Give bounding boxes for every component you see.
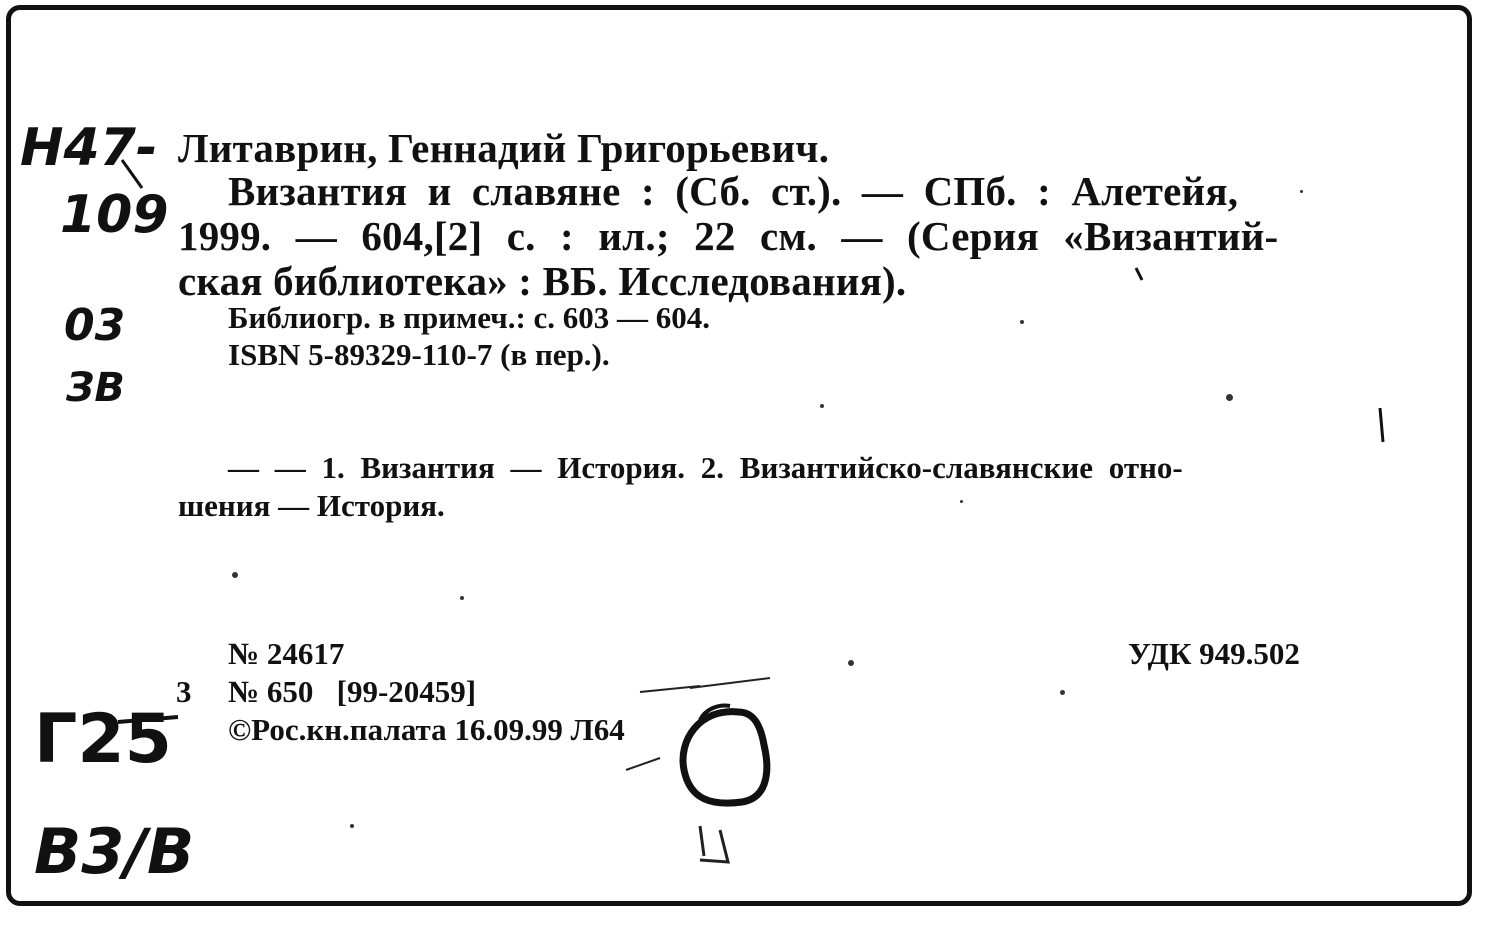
title-line: Византия и славяне : (Сб. ст.). — СПб. : Алетейя, [228,168,1239,214]
subject-line: — — 1. Византия — История. 2. Византийско-славянские отно- [228,450,1183,485]
title-line: ская библиотека» : ВБ. Исследования). [178,258,907,304]
handwritten-mark-v3v: В3/В [34,815,195,888]
handwritten-call-number-2: 109 [60,185,169,245]
handwritten-mark-03: 03 [64,300,126,351]
copyright-line: ©Рос.кн.палата 16.09.99 Л64 [228,712,625,747]
registration-number: № 650 [99-20459] [228,674,477,709]
subject-line: шения — История. [178,488,445,523]
prefix-number: 3 [176,674,192,709]
isbn-note: ISBN 5-89329-110-7 (в пер.). [228,337,610,372]
handwritten-call-number: Н47- [20,118,158,178]
handwritten-mark-g25: Г25 [34,700,172,779]
handwritten-mark-3b: ЗВ [66,365,125,411]
card-number: № 24617 [228,636,345,671]
author-heading: Литаврин, Геннадий Григорьевич. [178,125,830,171]
ink-blot-outline [683,712,767,803]
udk-code: УДК 949.502 [1128,636,1300,671]
title-line: 1999. — 604,[2] с. : ил.; 22 см. — (Серия «Византий- [178,213,1279,259]
bibliography-note: Библиогр. в примеч.: с. 603 — 604. [228,300,711,335]
